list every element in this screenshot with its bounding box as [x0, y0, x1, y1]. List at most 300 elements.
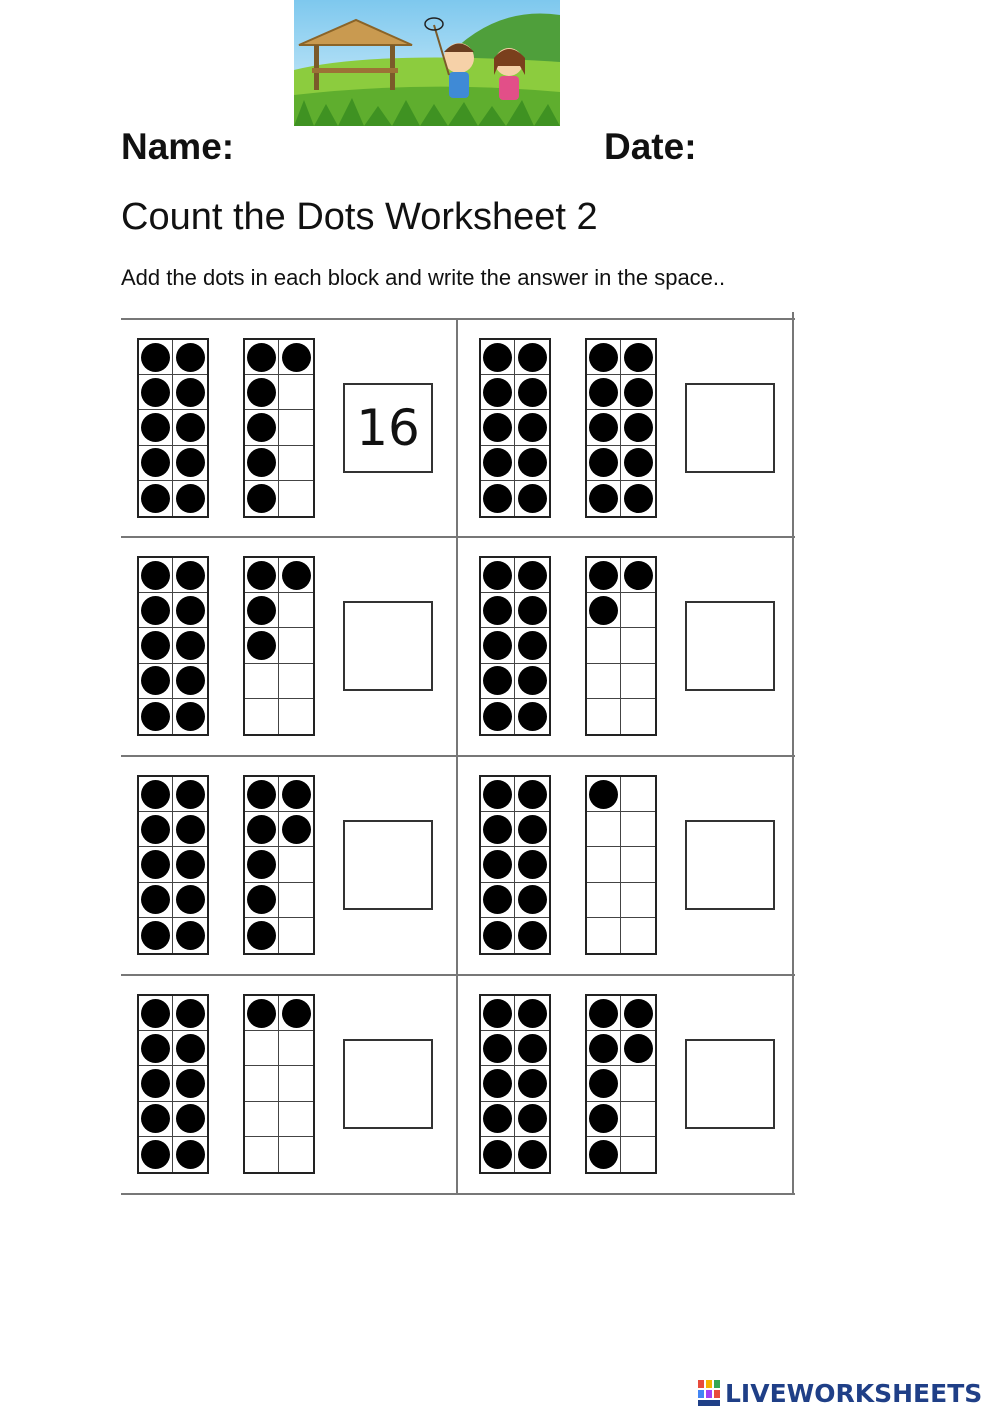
counting-dot — [518, 413, 547, 442]
ten-frame-cell — [515, 410, 549, 445]
counting-dot — [483, 413, 512, 442]
liveworksheets-brand-text: LIVEWORKSHEETS — [725, 1378, 983, 1408]
ten-frame-cell — [621, 1031, 655, 1066]
ten-frame-cell — [481, 812, 515, 847]
ten-frame-cell — [245, 883, 279, 918]
ten-frame-cell — [173, 558, 207, 593]
counting-dot — [141, 885, 170, 914]
answer-box[interactable] — [685, 1039, 775, 1129]
ten-frame-cell — [173, 996, 207, 1031]
counting-dot — [483, 448, 512, 477]
ten-frame-cell — [245, 1102, 279, 1137]
ten-frame — [137, 338, 209, 518]
ten-frame-cell — [621, 1066, 655, 1101]
counting-dot — [176, 413, 205, 442]
counting-dot — [483, 921, 512, 950]
ten-frame-cell — [173, 340, 207, 375]
ten-frame-cell — [621, 996, 655, 1031]
counting-dot — [483, 378, 512, 407]
ten-frame-cell — [279, 1102, 313, 1137]
ten-frame-cell — [139, 340, 173, 375]
ten-frame-cell — [515, 593, 549, 628]
counting-dot — [247, 885, 276, 914]
ten-frame-cell — [173, 1102, 207, 1137]
ten-frame-cell — [279, 996, 313, 1031]
counting-dot — [247, 850, 276, 879]
ten-frame-cell — [279, 699, 313, 734]
ten-frame-cell — [481, 340, 515, 375]
ten-frame-cell — [587, 847, 621, 882]
ten-frame-cell — [587, 628, 621, 663]
counting-dot — [176, 999, 205, 1028]
counting-dot — [176, 1034, 205, 1063]
ten-frame-cell — [245, 375, 279, 410]
counting-dot — [176, 850, 205, 879]
counting-dot — [589, 343, 618, 372]
ten-frame-cell — [587, 1137, 621, 1172]
counting-dot — [176, 702, 205, 731]
counting-dot — [624, 1034, 653, 1063]
ten-frame-cell — [139, 1066, 173, 1101]
ten-frame-cell — [481, 1031, 515, 1066]
counting-dot — [141, 815, 170, 844]
ten-frame-cell — [245, 628, 279, 663]
counting-dot — [141, 1140, 170, 1169]
ten-frame-cell — [481, 883, 515, 918]
ten-frame-cell — [515, 340, 549, 375]
counting-dot — [247, 780, 276, 809]
counting-dot — [247, 378, 276, 407]
counting-dot — [176, 484, 205, 513]
counting-dot — [624, 561, 653, 590]
ten-frame-cell — [279, 812, 313, 847]
ten-frame-cell — [173, 664, 207, 699]
ten-frame-cell — [139, 481, 173, 516]
count-block — [121, 755, 457, 973]
ten-frame-cell — [139, 777, 173, 812]
counting-dot — [176, 378, 205, 407]
ten-frame-cell — [139, 847, 173, 882]
ten-frame-cell — [587, 812, 621, 847]
counting-dot — [518, 702, 547, 731]
ten-frame — [243, 556, 315, 736]
counting-dot — [176, 885, 205, 914]
ten-frame-cell — [245, 699, 279, 734]
counting-grid — [121, 318, 795, 1195]
counting-dot — [483, 850, 512, 879]
counting-dot — [247, 343, 276, 372]
ten-frame-cell — [173, 1031, 207, 1066]
count-block — [463, 318, 799, 536]
ten-frame-cell — [245, 410, 279, 445]
ten-frame-cell — [173, 847, 207, 882]
ten-frame-cell — [621, 628, 655, 663]
ten-frame-cell — [139, 410, 173, 445]
answer-box[interactable]: 16 — [343, 383, 433, 473]
counting-dot — [247, 631, 276, 660]
ten-frame-cell — [481, 777, 515, 812]
counting-dot — [141, 631, 170, 660]
liveworksheets-logo-icon — [697, 1379, 721, 1407]
counting-dot — [176, 631, 205, 660]
ten-frame-cell — [587, 777, 621, 812]
ten-frame-cell — [481, 593, 515, 628]
ten-frame-cell — [515, 1031, 549, 1066]
counting-dot — [483, 1069, 512, 1098]
instructions-text: Add the dots in each block and write the answer in the space.. — [121, 265, 726, 290]
counting-dot — [518, 1069, 547, 1098]
counting-dot — [176, 343, 205, 372]
ten-frame-cell — [245, 340, 279, 375]
counting-dot — [518, 378, 547, 407]
counting-dot — [589, 1069, 618, 1098]
ten-frame-cell — [173, 410, 207, 445]
count-block — [463, 755, 799, 973]
ten-frame-cell — [481, 664, 515, 699]
ten-frame-cell — [173, 481, 207, 516]
counting-dot — [518, 631, 547, 660]
counting-dot — [176, 1140, 205, 1169]
counting-dot — [141, 1069, 170, 1098]
ten-frame-cell — [245, 593, 279, 628]
ten-frame-cell — [621, 883, 655, 918]
ten-frame-cell — [515, 812, 549, 847]
ten-frame-cell — [279, 446, 313, 481]
counting-dot — [176, 448, 205, 477]
ten-frame-cell — [245, 1031, 279, 1066]
counting-dot — [518, 780, 547, 809]
ten-frame-cell — [245, 812, 279, 847]
counting-dot — [483, 561, 512, 590]
ten-frame-cell — [481, 446, 515, 481]
counting-dot — [141, 561, 170, 590]
counting-dot — [518, 1140, 547, 1169]
ten-frame-cell — [245, 918, 279, 953]
counting-dot — [589, 596, 618, 625]
name-label: Name: — [121, 126, 235, 167]
ten-frame-cell — [621, 847, 655, 882]
ten-frame-cell — [481, 1066, 515, 1101]
ten-frame-cell — [481, 847, 515, 882]
answer-box[interactable] — [343, 820, 433, 910]
ten-frame-cell — [515, 558, 549, 593]
counting-dot — [141, 850, 170, 879]
ten-frame-cell — [587, 593, 621, 628]
ten-frame-cell — [587, 996, 621, 1031]
ten-frame — [585, 775, 657, 955]
counting-dot — [483, 631, 512, 660]
ten-frame-cell — [173, 883, 207, 918]
counting-dot — [589, 561, 618, 590]
ten-frame — [479, 556, 551, 736]
ten-frame-cell — [139, 996, 173, 1031]
ten-frame-cell — [279, 375, 313, 410]
ten-frame-cell — [481, 481, 515, 516]
ten-frame-cell — [515, 446, 549, 481]
ten-frame — [479, 994, 551, 1174]
ten-frame — [243, 994, 315, 1174]
counting-dot — [141, 596, 170, 625]
ten-frame-cell — [279, 1066, 313, 1101]
ten-frame-cell — [173, 777, 207, 812]
ten-frame-cell — [515, 699, 549, 734]
ten-frame-cell — [515, 664, 549, 699]
counting-dot — [589, 448, 618, 477]
ten-frame — [137, 775, 209, 955]
ten-frame — [479, 338, 551, 518]
ten-frame-cell — [139, 628, 173, 663]
ten-frame — [585, 994, 657, 1174]
counting-dot — [282, 999, 311, 1028]
ten-frame-cell — [515, 1102, 549, 1137]
counting-dot — [624, 378, 653, 407]
ten-frame-cell — [515, 1066, 549, 1101]
ten-frame-cell — [621, 481, 655, 516]
ten-frame-cell — [279, 883, 313, 918]
ten-frame-cell — [173, 1137, 207, 1172]
count-block — [463, 536, 799, 754]
counting-dot — [483, 999, 512, 1028]
counting-dot — [518, 1104, 547, 1133]
counting-dot — [518, 885, 547, 914]
ten-frame-cell — [245, 847, 279, 882]
ten-frame-cell — [621, 1102, 655, 1137]
ten-frame-cell — [621, 664, 655, 699]
counting-dot — [589, 378, 618, 407]
ten-frame-cell — [621, 918, 655, 953]
ten-frame-cell — [139, 1137, 173, 1172]
counting-dot — [518, 850, 547, 879]
counting-dot — [518, 596, 547, 625]
counting-dot — [518, 1034, 547, 1063]
counting-dot — [518, 815, 547, 844]
counting-dot — [589, 999, 618, 1028]
ten-frame-cell — [515, 777, 549, 812]
ten-frame-cell — [481, 996, 515, 1031]
date-label: Date: — [604, 126, 697, 167]
ten-frame-cell — [139, 918, 173, 953]
ten-frame-cell — [173, 1066, 207, 1101]
counting-dot — [518, 921, 547, 950]
counting-dot — [141, 343, 170, 372]
ten-frame-cell — [279, 558, 313, 593]
counting-dot — [141, 702, 170, 731]
liveworksheets-logo — [697, 1377, 982, 1409]
counting-dot — [176, 1104, 205, 1133]
ten-frame-cell — [139, 664, 173, 699]
counting-dot — [518, 999, 547, 1028]
ten-frame-cell — [587, 558, 621, 593]
ten-frame-cell — [279, 777, 313, 812]
counting-dot — [176, 1069, 205, 1098]
counting-dot — [589, 413, 618, 442]
answer-box[interactable] — [685, 820, 775, 910]
count-block — [121, 318, 457, 536]
counting-dot — [483, 1140, 512, 1169]
counting-dot — [141, 378, 170, 407]
worksheet-title: Count the Dots Worksheet 2 — [121, 196, 598, 238]
counting-dot — [282, 815, 311, 844]
counting-dot — [483, 1104, 512, 1133]
ten-frame-cell — [139, 812, 173, 847]
counting-dot — [282, 343, 311, 372]
ten-frame-cell — [279, 1031, 313, 1066]
counting-dot — [141, 484, 170, 513]
counting-dot — [176, 666, 205, 695]
ten-frame-cell — [481, 558, 515, 593]
ten-frame-cell — [515, 996, 549, 1031]
ten-frame-cell — [481, 918, 515, 953]
ten-frame-cell — [139, 883, 173, 918]
ten-frame-cell — [245, 1066, 279, 1101]
ten-frame-cell — [621, 446, 655, 481]
ten-frame-cell — [515, 883, 549, 918]
counting-dot — [176, 921, 205, 950]
counting-dot — [589, 1034, 618, 1063]
counting-dot — [176, 561, 205, 590]
ten-frame-cell — [621, 1137, 655, 1172]
ten-frame-cell — [587, 1031, 621, 1066]
ten-frame-cell — [515, 847, 549, 882]
counting-dot — [483, 815, 512, 844]
counting-dot — [589, 1104, 618, 1133]
counting-dot — [141, 448, 170, 477]
ten-frame-cell — [245, 481, 279, 516]
counting-dot — [624, 343, 653, 372]
ten-frame-cell — [245, 446, 279, 481]
ten-frame-cell — [139, 699, 173, 734]
counting-dot — [176, 780, 205, 809]
ten-frame-cell — [279, 847, 313, 882]
ten-frame-cell — [279, 340, 313, 375]
ten-frame-cell — [139, 375, 173, 410]
ten-frame-cell — [245, 558, 279, 593]
counting-dot — [624, 448, 653, 477]
count-block — [121, 974, 457, 1192]
counting-dot — [518, 343, 547, 372]
answer-box[interactable] — [685, 601, 775, 691]
counting-dot — [483, 666, 512, 695]
ten-frame-cell — [481, 1137, 515, 1172]
counting-dot — [518, 448, 547, 477]
counting-dot — [141, 666, 170, 695]
ten-frame-cell — [621, 699, 655, 734]
ten-frame-cell — [279, 664, 313, 699]
count-block — [463, 974, 799, 1192]
ten-frame — [137, 556, 209, 736]
ten-frame-cell — [587, 446, 621, 481]
counting-dot — [483, 596, 512, 625]
ten-frame-cell — [621, 593, 655, 628]
ten-frame-cell — [139, 1031, 173, 1066]
ten-frame-cell — [279, 481, 313, 516]
ten-frame-cell — [481, 375, 515, 410]
ten-frame-cell — [139, 1102, 173, 1137]
ten-frame-cell — [621, 375, 655, 410]
ten-frame-cell — [587, 918, 621, 953]
answer-box[interactable] — [343, 1039, 433, 1129]
ten-frame-cell — [621, 558, 655, 593]
counting-dot — [589, 780, 618, 809]
ten-frame-cell — [245, 777, 279, 812]
ten-frame-cell — [279, 593, 313, 628]
ten-frame-cell — [173, 699, 207, 734]
ten-frame-cell — [587, 883, 621, 918]
counting-dot — [483, 484, 512, 513]
counting-dot — [483, 343, 512, 372]
ten-frame-cell — [587, 410, 621, 445]
ten-frame-cell — [587, 664, 621, 699]
count-block — [121, 536, 457, 754]
ten-frame-cell — [139, 558, 173, 593]
answer-box[interactable] — [685, 383, 775, 473]
counting-dot — [141, 921, 170, 950]
ten-frame-cell — [587, 340, 621, 375]
ten-frame-cell — [173, 375, 207, 410]
answer-box[interactable] — [343, 601, 433, 691]
counting-dot — [141, 999, 170, 1028]
ten-frame-cell — [587, 375, 621, 410]
ten-frame-cell — [621, 410, 655, 445]
counting-dot — [141, 1034, 170, 1063]
ten-frame-cell — [515, 628, 549, 663]
counting-dot — [589, 484, 618, 513]
ten-frame-cell — [279, 410, 313, 445]
ten-frame — [243, 775, 315, 955]
ten-frame-cell — [245, 664, 279, 699]
ten-frame-cell — [587, 1102, 621, 1137]
counting-dot — [176, 596, 205, 625]
ten-frame-cell — [245, 1137, 279, 1172]
counting-dot — [518, 484, 547, 513]
ten-frame-cell — [173, 918, 207, 953]
ten-frame-cell — [481, 699, 515, 734]
ten-frame-cell — [481, 410, 515, 445]
counting-dot — [282, 780, 311, 809]
ten-frame — [585, 338, 657, 518]
ten-frame-cell — [481, 1102, 515, 1137]
ten-frame-cell — [173, 446, 207, 481]
ten-frame-cell — [621, 340, 655, 375]
counting-dot — [483, 780, 512, 809]
ten-frame — [137, 994, 209, 1174]
ten-frame-cell — [173, 593, 207, 628]
counting-dot — [247, 596, 276, 625]
ten-frame-cell — [139, 593, 173, 628]
ten-frame-cell — [587, 481, 621, 516]
ten-frame-cell — [515, 918, 549, 953]
ten-frame-cell — [173, 812, 207, 847]
ten-frame — [243, 338, 315, 518]
ten-frame-cell — [515, 1137, 549, 1172]
counting-dot — [247, 561, 276, 590]
ten-frame-cell — [139, 446, 173, 481]
counting-dot — [247, 413, 276, 442]
ten-frame-cell — [515, 375, 549, 410]
counting-dot — [247, 921, 276, 950]
counting-dot — [624, 484, 653, 513]
counting-dot — [247, 815, 276, 844]
ten-frame-cell — [279, 918, 313, 953]
counting-dot — [141, 1104, 170, 1133]
ten-frame-cell — [587, 1066, 621, 1101]
counting-dot — [483, 1034, 512, 1063]
ten-frame-cell — [587, 699, 621, 734]
counting-dot — [141, 780, 170, 809]
ten-frame-cell — [621, 777, 655, 812]
ten-frame-cell — [173, 628, 207, 663]
counting-dot — [624, 999, 653, 1028]
